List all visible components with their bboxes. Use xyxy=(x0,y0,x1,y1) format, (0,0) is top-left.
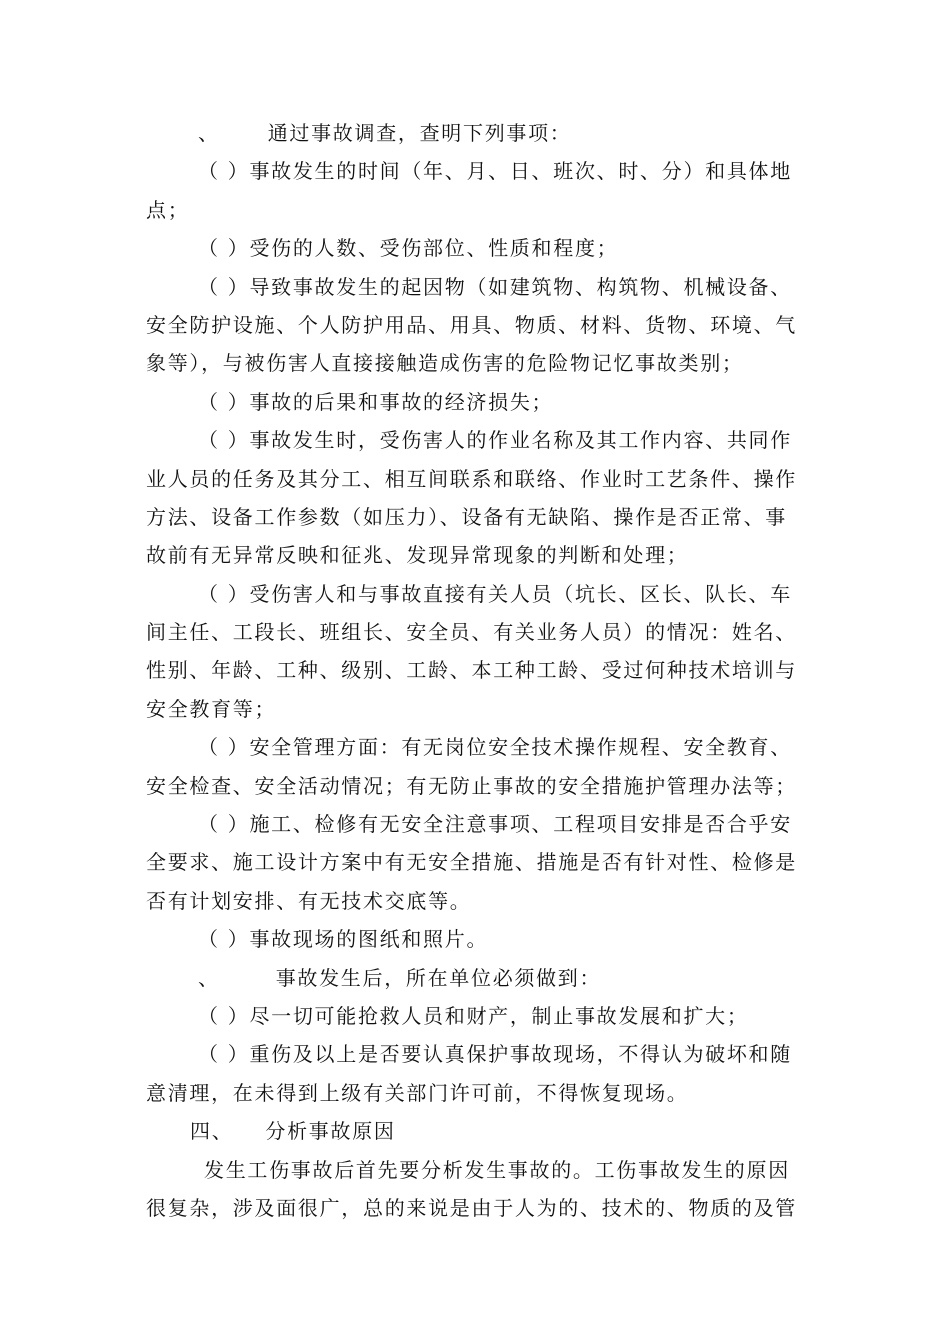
section-marker: 、 xyxy=(198,965,220,990)
item-3-line-1: （ ）导致事故发生的起因物（如建筑物、构筑物、机械设备、 xyxy=(198,274,792,299)
paragraph-line-1: 发生工伤事故后首先要分析发生事故的。工伤事故发生的原因 xyxy=(204,1157,790,1182)
section-heading-text: 分析事故原因 xyxy=(265,1119,396,1144)
item-5-line-3: 方法、设备工作参数（如压力）、设备有无缺陷、操作是否正常、事 xyxy=(146,504,787,529)
item-5-line-4: 故前有无异常反映和征兆、发现异常现象的判断和处理； xyxy=(146,543,689,568)
section-4-heading xyxy=(146,1112,806,1150)
item-8-line-1: （ ）施工、检修有无安全注意事项、工程项目安排是否合乎安 xyxy=(198,812,792,837)
item-b2-line-1: （ ）重伤及以上是否要认真保护事故现场，不得认为破坏和随 xyxy=(198,1042,792,1067)
item-3-line-3: 象等），与被伤害人直接接触造成伤害的危险物记忆事故类别； xyxy=(146,351,744,376)
item-9-line-1: （ ）事故现场的图纸和照片。 xyxy=(198,927,489,952)
item-6-line-3: 性别、年龄、工种、级别、工龄、本工种工龄、受过何种技术培训与 xyxy=(146,658,797,683)
section-b-heading xyxy=(146,959,806,997)
item-5-line-1: （ ）事故发生时，受伤害人的作业名称及其工作内容、共同作 xyxy=(198,428,792,453)
item-6-line-1: （ ）受伤害人和与事故直接有关人员（坑长、区长、队长、车 xyxy=(198,581,792,606)
item-8-line-3: 否有计划安排、有无技术交底等。 xyxy=(146,888,472,913)
section-heading-text: 事故发生后，所在单位必须做到： xyxy=(275,965,602,990)
paragraph-line-2: 很复杂，涉及面很广，总的来说是由于人为的、技术的、物质的及管 xyxy=(146,1195,797,1220)
section-heading-text: 通过事故调查，查明下列事项： xyxy=(267,121,572,145)
item-6-line-2: 间主任、工段长、班组长、安全员、有关业务人员）的情况：姓名、 xyxy=(146,620,797,645)
item-1-line-2: 点； xyxy=(146,197,190,222)
section-marker: 、 xyxy=(198,121,220,145)
document-body xyxy=(146,114,806,1227)
item-1-line-1: （ ）事故发生的时间（年、月、日、班次、时、分）和具体地 xyxy=(198,159,792,184)
item-5-line-2: 业人员的任务及其分工、相互间联系和联络、作业时工艺条件、操作 xyxy=(146,466,797,491)
section-marker: 四、 xyxy=(190,1119,234,1144)
item-b1-line-1: （ ）尽一切可能抢救人员和财产，制止事故发展和扩大； xyxy=(198,1003,749,1028)
item-b2-line-2: 意清理，在未得到上级有关部门许可前，不得恢复现场。 xyxy=(146,1080,689,1105)
item-3-line-2: 安全防护设施、个人防护用品、用具、物质、材料、货物、环境、气 xyxy=(146,312,797,337)
section-3-heading xyxy=(146,114,806,152)
item-6-line-4: 安全教育等； xyxy=(146,696,277,721)
item-4-line-1: （ ）事故的后果和事故的经济损失； xyxy=(198,389,554,414)
item-7-line-2: 安全检查、安全活动情况；有无防止事故的安全措施护管理办法等； xyxy=(146,773,797,798)
item-2-line-1: （ ）受伤的人数、受伤部位、性质和程度； xyxy=(198,236,619,261)
item-8-line-2: 全要求、施工设计方案中有无安全措施、措施是否有针对性、检修是 xyxy=(146,850,797,875)
item-7-line-1: （ ）安全管理方面：有无岗位安全技术操作规程、安全教育、 xyxy=(198,735,792,760)
